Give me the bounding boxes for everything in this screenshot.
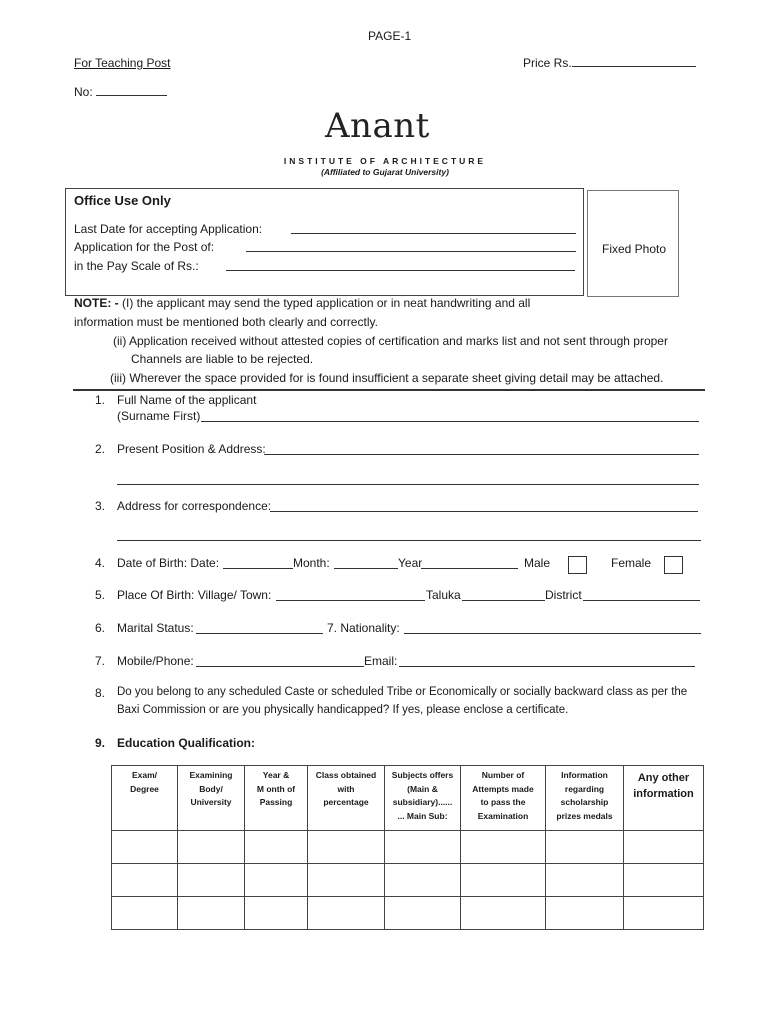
note-label: NOTE: -	[74, 296, 119, 310]
education-cell[interactable]	[245, 897, 308, 930]
email-blank[interactable]	[399, 666, 695, 667]
education-header-line: Exam/	[131, 770, 158, 780]
price-label: Price Rs.	[523, 56, 572, 70]
education-cell[interactable]	[385, 897, 461, 930]
note-line-2: information must be mentioned both clearly and correctly.	[74, 315, 378, 329]
institute-logo: Anant	[325, 106, 430, 146]
education-column-header	[178, 766, 245, 831]
dob-month-blank[interactable]	[334, 568, 398, 569]
education-header-line: Attempts made	[472, 783, 534, 794]
education-cell[interactable]	[178, 831, 245, 864]
correspondence-blank-2[interactable]	[117, 540, 701, 541]
education-table	[111, 765, 704, 930]
caste-question-line-2: Baxi Commission or are you physically handicapped? If yes, please enclose a certificate.	[117, 704, 569, 716]
dob-date-blank[interactable]	[223, 568, 293, 569]
present-address-label: Present Position & Address:	[117, 442, 266, 456]
nationality-blank[interactable]	[404, 633, 701, 634]
full-name-blank[interactable]	[201, 421, 699, 422]
education-cell[interactable]	[624, 864, 704, 897]
female-label: Female	[611, 556, 652, 570]
correspondence-blank-1[interactable]	[270, 511, 698, 512]
marital-status-blank[interactable]	[196, 633, 323, 634]
education-cell[interactable]	[308, 897, 385, 930]
female-checkbox[interactable]	[664, 556, 683, 574]
taluka-blank[interactable]	[462, 600, 545, 601]
education-column-header	[308, 766, 385, 831]
education-cell[interactable]	[624, 897, 704, 930]
table-row	[112, 864, 704, 897]
field-1-number: 1.	[95, 393, 106, 407]
education-cell[interactable]	[245, 864, 308, 897]
correspondence-label: Address for correspondence:	[117, 499, 272, 513]
mobile-label: Mobile/Phone:	[117, 654, 194, 668]
education-header-line: Number of	[481, 770, 525, 780]
number-field	[74, 85, 167, 99]
field-7-number: 7.	[95, 654, 106, 668]
field-5-number: 5.	[95, 588, 106, 602]
field-8-number: 8.	[95, 686, 106, 700]
district-blank[interactable]	[583, 600, 700, 601]
education-header-line: M onth of	[256, 783, 296, 794]
male-checkbox[interactable]	[568, 556, 587, 574]
field-9-number: 9.	[95, 736, 106, 750]
education-header-line: regarding	[564, 783, 605, 794]
price-field	[523, 56, 696, 70]
education-cell[interactable]	[546, 831, 624, 864]
number-label: No:	[74, 85, 93, 99]
education-header-line: Examination	[477, 810, 529, 821]
education-header-line: information	[633, 788, 694, 800]
present-address-blank-1[interactable]	[264, 454, 699, 455]
education-header-line: Class obtained	[315, 770, 377, 780]
education-header-line: to pass the	[480, 797, 526, 807]
birthplace-town-blank[interactable]	[276, 600, 425, 601]
male-label: Male	[524, 556, 551, 570]
dob-date-label: Date of Birth: Date:	[117, 556, 220, 570]
education-header-line: Year &	[262, 770, 290, 780]
note-line-3: (ii) Application received without attested copies of certification and marks list and not sent through proper	[113, 334, 668, 348]
note-line-1: NOTE: - (I) the applicant may send the typed application or in neat handwriting and all	[74, 296, 531, 310]
education-label: Education Qualification:	[117, 736, 256, 750]
education-header-line: Subjects offers	[391, 770, 454, 780]
education-cell[interactable]	[308, 831, 385, 864]
pay-scale-label: in the Pay Scale of Rs.:	[74, 259, 199, 273]
table-row	[112, 831, 704, 864]
education-header-line: Degree	[130, 783, 159, 794]
last-date-label: Last Date for accepting Application:	[74, 222, 263, 236]
education-cell[interactable]	[461, 864, 546, 897]
education-header-line: Body/	[199, 783, 223, 794]
district-label: District	[545, 588, 582, 602]
education-column-header	[624, 766, 704, 831]
field-6-number: 6.	[95, 621, 106, 635]
nationality-label: 7. Nationality:	[327, 621, 400, 635]
pay-scale-blank[interactable]	[226, 270, 575, 271]
price-blank[interactable]	[572, 56, 696, 67]
dob-month-label: Month:	[293, 556, 330, 570]
full-name-label: Full Name of the applicant	[117, 393, 257, 407]
education-cell[interactable]	[546, 897, 624, 930]
education-cell[interactable]	[112, 864, 178, 897]
education-header-line: (Main &	[407, 783, 438, 794]
education-header-line: Examining	[189, 770, 233, 780]
education-column-header	[461, 766, 546, 831]
education-header-line: Passing	[259, 797, 293, 807]
education-cell[interactable]	[112, 831, 178, 864]
field-2-number: 2.	[95, 442, 106, 456]
education-header-line: percentage	[323, 797, 369, 807]
education-cell[interactable]	[308, 864, 385, 897]
post-label: Application for the Post of:	[74, 240, 215, 254]
taluka-label: Taluka	[426, 588, 461, 602]
education-cell[interactable]	[112, 897, 178, 930]
caste-question-line-1: Do you belong to any scheduled Caste or scheduled Tribe or Economically or socially backward class as per the	[117, 686, 688, 698]
field-4-number: 4.	[95, 556, 106, 570]
email-label: Email:	[364, 654, 398, 668]
mobile-blank[interactable]	[196, 666, 364, 667]
teaching-post-label: For Teaching Post	[74, 56, 171, 70]
photo-label: Fixed Photo	[602, 242, 667, 256]
post-blank[interactable]	[246, 251, 576, 252]
education-cell[interactable]	[385, 831, 461, 864]
education-body	[112, 831, 704, 930]
office-use-title: Office Use Only	[74, 193, 171, 208]
education-cell[interactable]	[461, 831, 546, 864]
note-line-5: (iii) Wherever the space provided for is found insufficient a separate sheet giving detail may be attached.	[110, 371, 664, 385]
number-blank[interactable]	[96, 85, 167, 96]
education-header-line: with	[337, 783, 355, 794]
dob-year-label: Year	[398, 556, 423, 570]
present-address-blank-2[interactable]	[117, 484, 699, 485]
education-header-line: prizes medals	[556, 810, 613, 821]
marital-status-label: Marital Status:	[117, 621, 194, 635]
education-cell[interactable]	[178, 864, 245, 897]
education-header-row	[112, 766, 704, 831]
dob-year-blank[interactable]	[421, 568, 518, 569]
education-header-line: University	[190, 797, 232, 807]
affiliation: (Affiliated to Gujarat University)	[321, 167, 449, 177]
education-cell[interactable]	[546, 864, 624, 897]
education-cell[interactable]	[178, 897, 245, 930]
page-label: PAGE-1	[368, 29, 412, 43]
education-header-line: scholarship	[560, 797, 609, 807]
education-cell[interactable]	[385, 864, 461, 897]
education-cell[interactable]	[624, 831, 704, 864]
full-name-sublabel: (Surname First)	[117, 409, 201, 423]
education-header-line: Any other	[637, 772, 690, 784]
education-header-line: ... Main Sub:	[397, 810, 448, 821]
education-column-header	[245, 766, 308, 831]
table-row	[112, 897, 704, 930]
education-cell[interactable]	[245, 831, 308, 864]
last-date-blank[interactable]	[291, 233, 576, 234]
education-cell[interactable]	[461, 897, 546, 930]
note-line-4: Channels are liable to be rejected.	[131, 352, 314, 366]
education-header-line: subsidiary)......	[392, 797, 453, 807]
education-header-line: Information	[561, 770, 608, 780]
education-column-header	[385, 766, 461, 831]
birthplace-label: Place Of Birth: Village/ Town:	[117, 588, 272, 602]
education-column-header	[112, 766, 178, 831]
institute-name: INSTITUTE OF ARCHITECTURE	[283, 156, 487, 166]
field-3-number: 3.	[95, 499, 106, 513]
education-column-header	[546, 766, 624, 831]
section-divider	[73, 389, 705, 391]
